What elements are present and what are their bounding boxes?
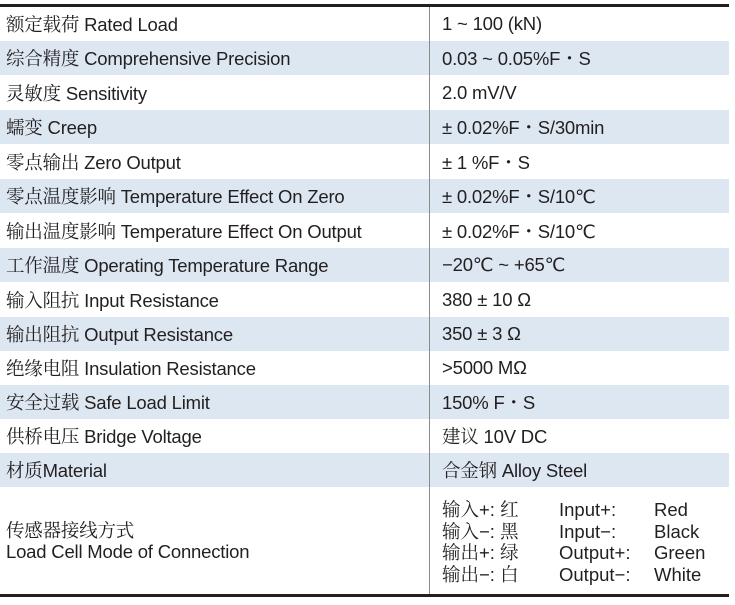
wire-row-output-minus xyxy=(442,564,724,586)
table-row-insulation-resistance xyxy=(0,351,729,385)
spec-name: 材质Material xyxy=(6,460,107,481)
spec-value: ± 1 %F・S xyxy=(442,151,530,173)
wire-color: Red xyxy=(654,499,688,520)
spec-name: 安全过载 Safe Load Limit xyxy=(6,392,210,413)
wire-color: Black xyxy=(654,520,700,542)
wire-en: Input+: xyxy=(559,499,617,520)
table-row-temp-effect-zero xyxy=(0,179,729,213)
table-row-input-resistance xyxy=(0,282,729,317)
spec-value: 合金钢 Alloy Steel xyxy=(442,460,588,481)
table-row-rated-load xyxy=(0,7,729,41)
connection-label-cn: 传感器接线方式 xyxy=(6,519,135,541)
wire-row-input-minus xyxy=(442,521,724,543)
connection-label xyxy=(0,487,429,594)
wire-en: Input−: xyxy=(559,520,617,542)
spec-name: 零点温度影响 Temperature Effect On Zero xyxy=(6,186,345,207)
spec-name: 综合精度 Comprehensive Precision xyxy=(6,48,291,69)
spec-name: 蠕变 Creep xyxy=(6,117,97,138)
spec-value: ± 0.02%F・S/10℃ xyxy=(442,186,596,207)
table-row-temp-effect-output xyxy=(0,213,729,248)
connection-label-en: Load Cell Mode of Connection xyxy=(6,540,250,562)
table-row-material xyxy=(0,453,729,487)
spec-value: >5000 MΩ xyxy=(442,357,527,378)
wiring-list xyxy=(429,487,724,594)
spec-value: ± 0.02%F・S/30min xyxy=(442,117,605,138)
spec-name: 输出阻抗 Output Resistance xyxy=(6,324,233,345)
table-row-output-resistance xyxy=(0,317,729,351)
spec-value: 380 ± 10 Ω xyxy=(442,288,531,310)
wire-cn: 输入+: 红 xyxy=(442,499,519,520)
spec-name: 零点输出 Zero Output xyxy=(6,151,181,173)
spec-value: −20℃ ~ +65℃ xyxy=(442,254,566,275)
spec-value: 350 ± 3 Ω xyxy=(442,323,521,344)
spec-value: 1 ~ 100 (kN) xyxy=(442,13,542,34)
spec-name: 绝缘电阻 Insulation Resistance xyxy=(6,358,256,379)
wire-cn: 输入−: 黑 xyxy=(442,520,519,542)
spec-value: 2.0 mV/V xyxy=(442,81,517,103)
spec-value: 建议 10V DC xyxy=(442,426,548,447)
table-row-creep xyxy=(0,110,729,144)
spec-value: 150% F・S xyxy=(442,392,535,413)
spec-name: 输出温度影响 Temperature Effect On Output xyxy=(6,220,362,242)
spec-value: ± 0.02%F・S/10℃ xyxy=(442,220,596,242)
wire-cn: 输出−: 白 xyxy=(442,563,519,585)
spec-value: 0.03 ~ 0.05%F・S xyxy=(442,48,591,69)
wire-cn: 输出+: 绿 xyxy=(442,542,519,563)
table-bottom-rule xyxy=(0,594,729,597)
wire-en: Output−: xyxy=(559,563,631,585)
table-row-precision xyxy=(0,41,729,75)
spec-name: 灵敏度 Sensitivity xyxy=(6,82,147,104)
spec-name: 输入阻抗 Input Resistance xyxy=(6,289,219,311)
wire-row-input-plus xyxy=(442,499,724,521)
wire-color: White xyxy=(654,563,702,585)
spec-name: 供桥电压 Bridge Voltage xyxy=(6,426,202,447)
table-row-zero-output xyxy=(0,144,729,179)
column-divider xyxy=(429,7,430,594)
table-row-operating-temp xyxy=(0,248,729,282)
table-row-bridge-voltage xyxy=(0,419,729,453)
table-row-sensitivity xyxy=(0,75,729,110)
spec-name: 工作温度 Operating Temperature Range xyxy=(6,255,329,276)
wire-row-output-plus xyxy=(442,542,724,564)
table-row-safe-load-limit xyxy=(0,385,729,419)
table-row-connection-mode xyxy=(0,487,729,594)
spec-name: 额定载荷 Rated Load xyxy=(6,14,178,35)
wire-color: Green xyxy=(654,542,706,563)
wire-en: Output+: xyxy=(559,542,631,563)
